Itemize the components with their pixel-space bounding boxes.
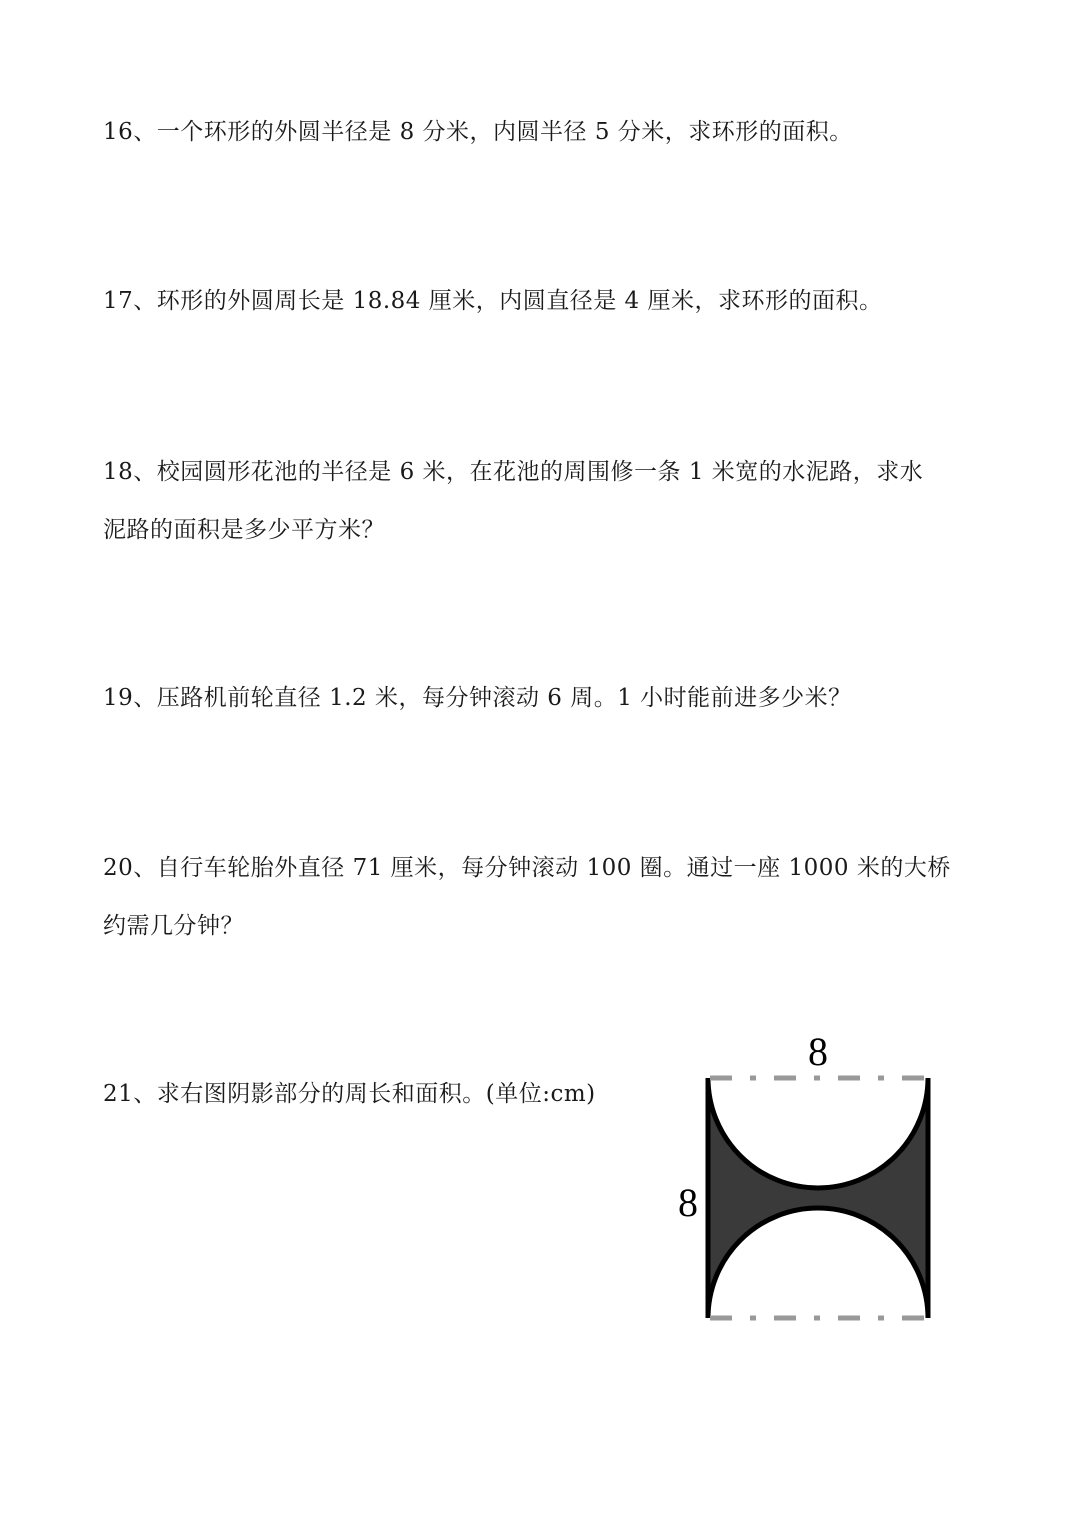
question-21	[103, 1065, 596, 1123]
question-20-line-1: 20、自行车轮胎外直径 71 厘米，每分钟滚动 100 圈。通过一座 1000 米的大桥	[103, 855, 951, 881]
question-18	[103, 443, 923, 559]
question-18-line-2: 泥路的面积是多少平方米？	[103, 517, 385, 543]
question-16	[103, 103, 853, 161]
question-20-line-2: 约需几分钟？	[103, 913, 244, 939]
side-dimension-label: 8	[678, 1180, 698, 1225]
top-dimension-label: 8	[808, 1029, 828, 1074]
question-21-line-1: 21、求右图阴影部分的周长和面积。(单位:cm)	[103, 1081, 596, 1107]
question-17-line-1: 17、环形的外圆周长是 18.84 厘米，内圆直径是 4 厘米，求环形的面积。	[103, 288, 883, 314]
question-16-line-1: 16、一个环形的外圆半径是 8 分米，内圆半径 5 分米，求环形的面积。	[103, 119, 853, 145]
shaded-area	[708, 1078, 928, 1318]
question-20	[103, 839, 951, 955]
question-17	[103, 272, 883, 330]
shaded-region-figure	[660, 1020, 960, 1340]
question-19	[103, 669, 852, 727]
question-19-line-1: 19、压路机前轮直径 1.2 米，每分钟滚动 6 周。1 小时能前进多少米？	[103, 685, 852, 711]
question-18-line-1: 18、校园圆形花池的半径是 6 米，在花池的周围修一条 1 米宽的水泥路，求水	[103, 459, 924, 485]
